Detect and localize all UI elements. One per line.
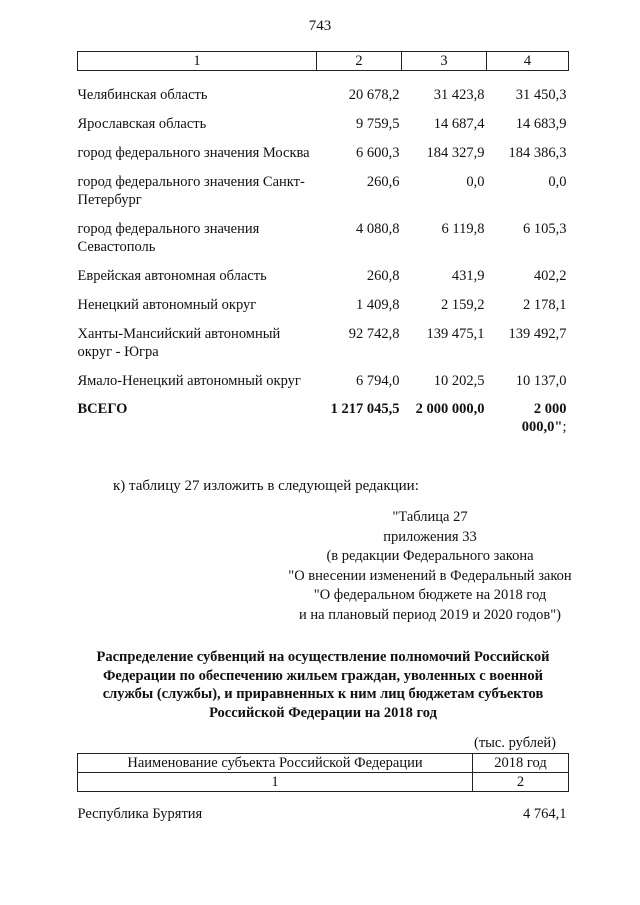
units-label: (тыс. рублей) (474, 735, 556, 751)
subsidy-table-continued (77, 51, 569, 436)
value-col3: 14 687,4 (433, 116, 485, 132)
value-col2: 6 600,3 (356, 145, 400, 161)
value-col2: 9 759,5 (356, 116, 400, 132)
value-col4: 14 683,9 (515, 116, 567, 132)
region-name: Республика Бурятия (77, 806, 203, 822)
column-header-year: 2018 год (473, 754, 569, 773)
table-row (78, 792, 569, 824)
table-row (78, 256, 569, 285)
column-number-1: 1 (78, 52, 317, 71)
distribution-table (77, 753, 569, 823)
header-line: "О федеральном бюджете на 2018 год (313, 587, 547, 603)
column-number-3: 3 (402, 52, 487, 71)
table-row (78, 71, 569, 105)
header-line: "О внесении изменений в Федеральный закон (288, 567, 572, 584)
table-row (78, 285, 569, 314)
value-col2: 4 080,8 (356, 221, 400, 237)
table-row (78, 209, 569, 256)
table-row (78, 162, 569, 209)
region-name: Еврейская автономная область (77, 268, 267, 284)
region-name: Челябинская область (77, 87, 208, 103)
header-line: приложения 33 (383, 528, 477, 545)
value-col3: 2 159,2 (441, 297, 485, 313)
value-col4: 184 386,3 (508, 145, 567, 161)
value-col2: 1 409,8 (356, 297, 400, 313)
column-number-row (78, 52, 569, 71)
amendment-text: к) таблицу 27 изложить в следующей редакции: (113, 478, 419, 494)
column-header-region: Наименование субъекта Российской Федерации (78, 754, 473, 773)
value-col3: 139 475,1 (426, 326, 485, 342)
title-line: службы (службы), и приравненных к ним лиц бюджетам субъектов (102, 686, 544, 702)
region-name: Ярославская область (77, 116, 207, 132)
region-value: 4 764,1 (523, 806, 567, 822)
value-col4: 6 105,3 (523, 221, 567, 237)
header-row (78, 754, 569, 773)
total-col3: 2 000 000,0 (415, 401, 485, 417)
column-number-1: 1 (78, 773, 473, 792)
total-col4-value: 2 000 000,0" (521, 401, 567, 435)
column-number-2: 2 (473, 773, 569, 792)
value-col4: 139 492,7 (508, 326, 567, 342)
header-line: (в редакции Федерального закона (326, 548, 534, 564)
region-name: город федерального значения Севастополь (77, 221, 260, 255)
total-row (78, 390, 569, 436)
value-col3: 184 327,9 (426, 145, 485, 161)
region-name: Ханты-Мансийский автономный округ - Югра (77, 326, 281, 360)
total-col2: 1 217 045,5 (330, 401, 400, 417)
value-col4: 2 178,1 (523, 297, 567, 313)
title-line: Российской Федерации на 2018 год (209, 704, 437, 721)
value-col4: 0,0 (548, 174, 567, 190)
column-number-2: 2 (317, 52, 402, 71)
value-col2: 260,6 (366, 174, 400, 190)
total-suffix: ; (562, 419, 567, 435)
value-col2: 92 742,8 (348, 326, 400, 342)
value-col2: 6 794,0 (356, 373, 400, 389)
value-col3: 31 423,8 (433, 87, 485, 103)
title-line: Распределение субвенций на осуществление полномочий Российской (96, 649, 550, 665)
table-row (78, 104, 569, 133)
total-col4 (487, 390, 569, 436)
value-col2: 20 678,2 (348, 87, 400, 103)
value-col3: 431,9 (451, 268, 485, 284)
value-col3: 0,0 (466, 174, 485, 190)
page-number: 743 (308, 18, 332, 34)
column-number-4: 4 (487, 52, 569, 71)
header-line: "Таблица 27 (392, 509, 468, 525)
value-col3: 10 202,5 (433, 373, 485, 389)
document-title (77, 648, 569, 722)
value-col4: 10 137,0 (515, 373, 567, 389)
column-number-row (78, 773, 569, 792)
value-col2: 260,8 (366, 268, 400, 284)
region-name: Ненецкий автономный округ (77, 297, 257, 313)
value-col4: 31 450,3 (515, 87, 567, 103)
table-row (78, 314, 569, 361)
table-header-block (240, 508, 620, 625)
table-row (78, 361, 569, 390)
value-col3: 6 119,8 (441, 221, 485, 237)
table-row (78, 133, 569, 162)
total-label: ВСЕГО (77, 401, 128, 417)
value-col4: 402,2 (533, 268, 567, 284)
title-line: Федерации по обеспечению жильем граждан, уволенных с военной (102, 667, 544, 684)
region-name: Ямало-Ненецкий автономный округ (77, 373, 301, 389)
header-line: и на плановый период 2019 и 2020 годов") (299, 606, 561, 623)
region-name: город федерального значения Санкт-Петербург (77, 174, 305, 208)
region-name: город федерального значения Москва (77, 145, 310, 161)
